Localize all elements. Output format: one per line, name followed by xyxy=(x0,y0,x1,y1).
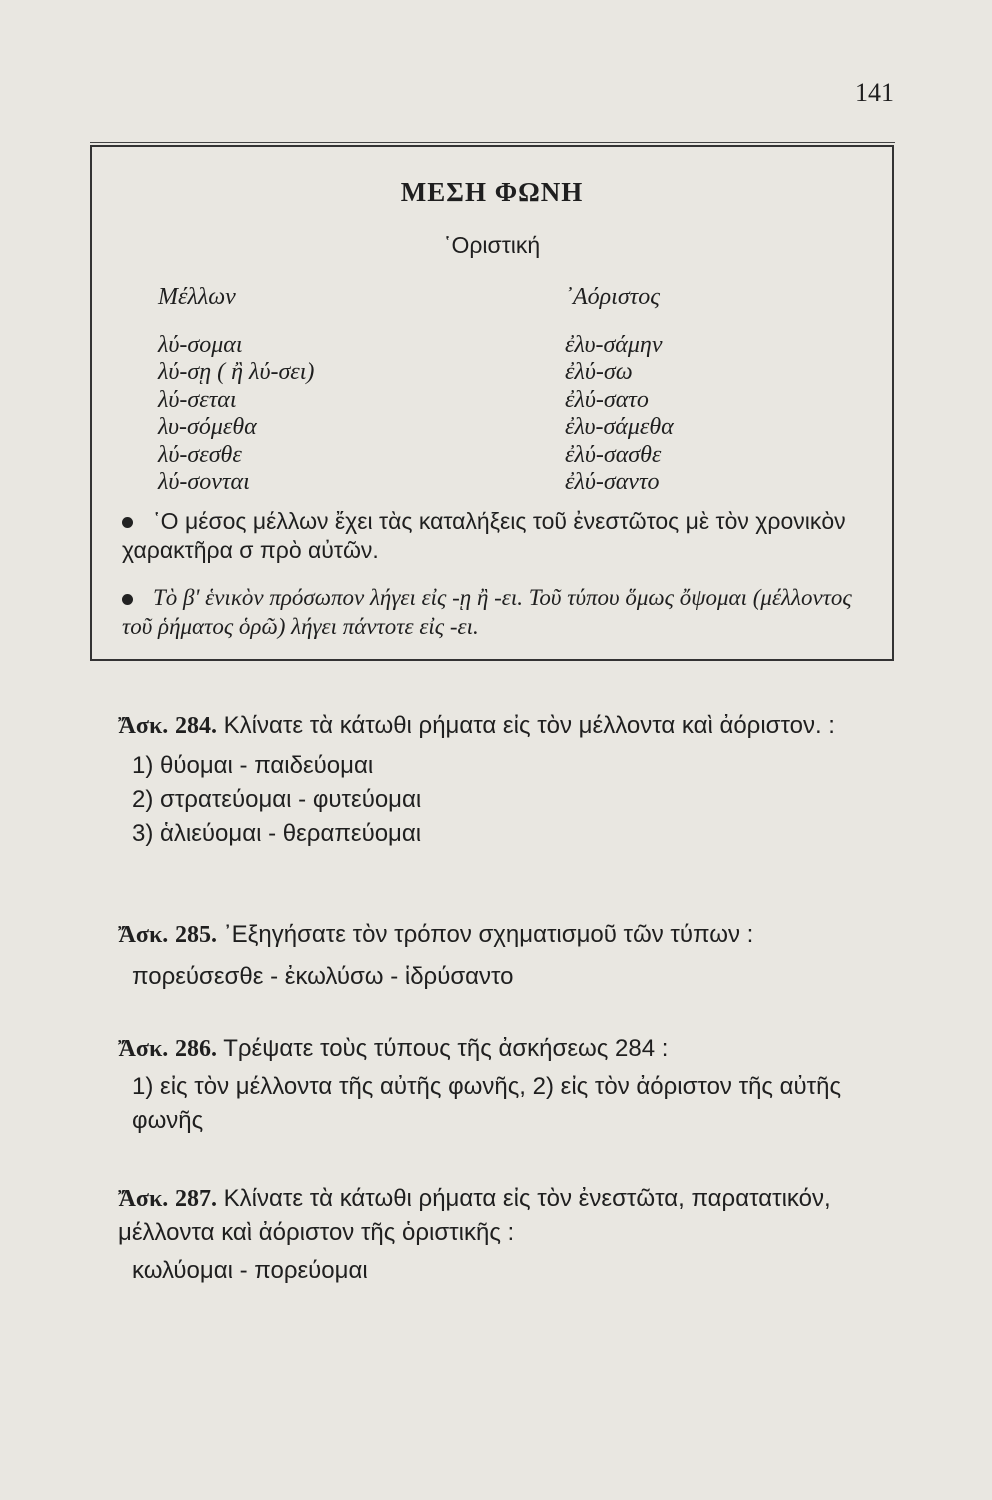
bullet-icon xyxy=(122,517,133,528)
exercise-line: κωλύομαι - πορεύομαι xyxy=(132,1257,368,1284)
future-form: λύ-σῃ ( ἢ λύ-σει) xyxy=(158,359,315,385)
exercise-label: Ἄσκ. xyxy=(118,1186,169,1212)
exercise-number: 284. xyxy=(174,713,217,739)
future-form: λυ-σόμεθα xyxy=(158,414,257,440)
exercise-text: ᾿Εξηγήσατε τὸν τρόπον σχηματισμοῦ τῶν τύπων : xyxy=(223,921,754,948)
box-subtitle: ῾Οριστική xyxy=(443,232,541,258)
future-form: λύ-σεσθε xyxy=(158,441,242,468)
future-form: λύ-σονται xyxy=(158,469,250,495)
exercise-285 xyxy=(118,918,908,994)
exercise-instruction xyxy=(118,709,908,743)
aorist-form: ἐλυ-σάμεθα xyxy=(565,414,674,440)
aorist-form: ἐλύ-σασθε xyxy=(565,441,662,468)
exercise-item: 1) θύομαι - παιδεύομαι xyxy=(132,752,374,779)
exercise-text: Κλίνατε τὰ κάτωθι ρήματα εἰς τὸν ἐνεστῶτα, παρατατικόν, μέλλοντα καὶ ἀόριστον τῆς ὁριστικῆς : xyxy=(118,1185,831,1246)
future-column xyxy=(158,284,314,497)
page-number: 141 xyxy=(855,78,894,107)
exercise-instruction xyxy=(118,918,908,952)
exercise-label: Ἄσκ. xyxy=(118,1036,169,1062)
exercise-item: 2) στρατεύομαι - φυτεύομαι xyxy=(132,786,422,813)
box-title: ΜΕΣΗ ΦΩΝΗ xyxy=(400,177,584,207)
exercise-number: 286. xyxy=(174,1036,217,1062)
exercise-287 xyxy=(118,1182,908,1288)
note-1-text: ῾Ο μέσος μέλλων ἔχει τὰς καταλήξεις τοῦ ἐνεστῶτος μὲ τὸν χρονικὸν χαρακτῆρα σ πρὸ αὐτῶν. xyxy=(122,508,846,563)
exercise-number: 287. xyxy=(174,1186,217,1212)
exercise-line: πορεύσεσθε - ἐκωλύσω - ἱδρύσαντο xyxy=(132,963,514,990)
future-heading: Μέλλων xyxy=(158,284,236,310)
aorist-form: ἐλύ-σατο xyxy=(565,386,649,413)
future-form: λύ-σεται xyxy=(158,386,237,413)
box-top-rule xyxy=(90,142,895,143)
exercise-label: Ἄσκ. xyxy=(118,922,169,948)
exercise-instruction xyxy=(118,1182,908,1250)
exercise-number: 285. xyxy=(174,922,217,948)
bullet-icon xyxy=(122,594,133,605)
exercise-text: Κλίνατε τὰ κάτωθι ρήματα εἰς τὸν μέλλοντα καὶ ἀόριστον. : xyxy=(223,712,835,739)
aorist-column xyxy=(565,284,674,497)
exercise-line: 1) εἰς τὸν μέλλοντα τῆς αὐτῆς φωνῆς, 2) εἰς τὸν ἀόριστον τῆς αὐτῆς φωνῆς xyxy=(132,1073,842,1134)
exercise-286 xyxy=(118,1032,908,1138)
exercise-item: 3) ἁλιεύομαι - θεραπεύομαι xyxy=(132,820,422,847)
aorist-form: ἐλυ-σάμην xyxy=(565,331,663,358)
aorist-heading: ᾿Αόριστος xyxy=(565,284,661,310)
exercise-instruction xyxy=(118,1032,908,1066)
note-2 xyxy=(122,583,882,641)
exercise-text: Τρέψατε τοὺς τύπους τῆς ἀσκήσεως 284 : xyxy=(223,1035,669,1062)
future-form: λύ-σομαι xyxy=(158,331,243,358)
note-2-text: Τὸ β' ἑνικὸν πρόσωπον λήγει εἰς -ῃ ἢ -ει. Τοῦ τύπου ὅμως ὄψομαι (μέλλοντος τοῦ ῥήματος ὁρῶ) λήγει πάντοτε εἰς -ει. xyxy=(122,585,852,639)
aorist-form: ἐλύ-σαντο xyxy=(565,469,660,495)
exercise-label: Ἄσκ. xyxy=(118,713,169,739)
exercise-284 xyxy=(118,709,908,851)
aorist-form: ἐλύ-σω xyxy=(565,359,633,385)
note-1 xyxy=(122,507,882,565)
